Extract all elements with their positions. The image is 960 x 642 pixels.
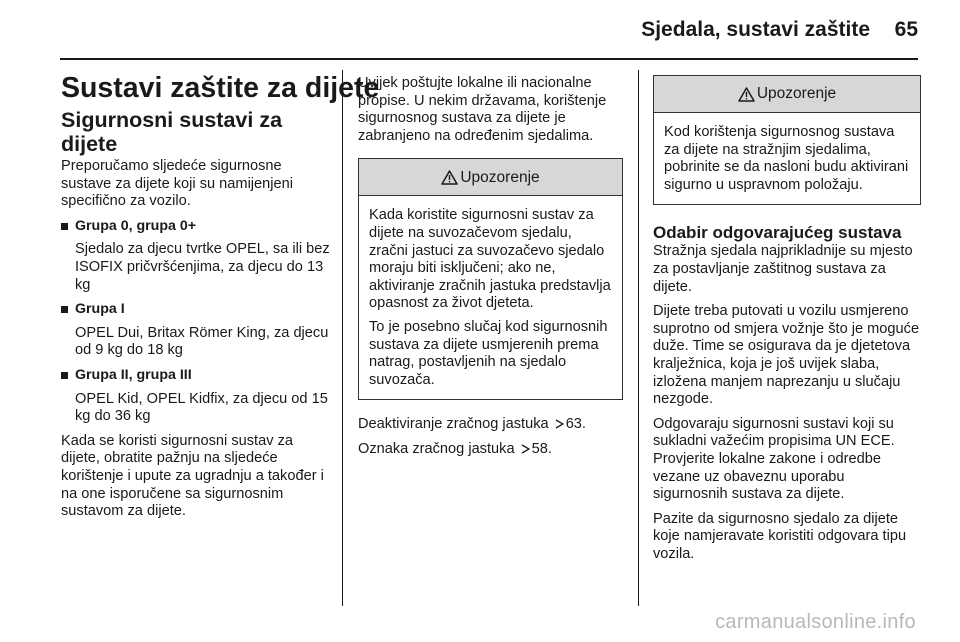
warning-header: [359, 159, 622, 196]
column-2: [358, 75, 623, 466]
body-paragraph: Odgovaraju sigurnosni sustavi koji su sukladni važećim propisima UN ECE. Provjerite lokalne zakone i odredbe vezane uz obaveznu uporabu sigurnosnih sustava za dijete.: [653, 415, 895, 503]
header-rule: [60, 58, 918, 60]
list-item-title: Grupa I: [75, 301, 125, 318]
reference-page[interactable]: 58.: [531, 440, 552, 457]
regulations-paragraph: Uvijek poštujte lokalne ili nacionalne propise. U nekim državama, korištenje sigurnosnog sustava za dijete je zabranjeno na određenim sjedalima.: [358, 75, 607, 144]
page-number: 65: [894, 18, 918, 41]
list-item-text: OPEL Kid, OPEL Kidfix, za djecu od 15 kg do 36 kg: [75, 390, 328, 425]
list-item-text: Sjedalo za djecu tvrtke OPEL, sa ili bez ISOFIX pričvršćenjima, za djecu do 13 kg: [75, 241, 330, 293]
list-item-text: OPEL Dui, Britax Römer King, za djecu od 9 kg do 18 kg: [75, 324, 329, 359]
body-paragraph: Pazite da sigurnosno sjedalo za dijete koje namjeravate koristiti odgovara tipu vozila.: [653, 510, 907, 562]
list-item: [61, 367, 331, 426]
column-divider-1: [342, 70, 343, 606]
warning-text: Kada koristite sigurnosni sustav za dijete na suvozačevom sjedalu, zračni jastuci za suvozačevo sjedalo moraju biti isključeni; ako ne, aktiviranje zračnih jastuka predstavlja opasnost za život djeteta.: [369, 207, 611, 312]
subsection-heading: Odabir odgovarajućeg sustava: [653, 223, 902, 243]
intro-paragraph: Preporučamo sljedeće sigurnosne sustave za dijete koji su namijenjeni specifično za vozilo.: [61, 158, 294, 210]
page-header: [0, 0, 960, 64]
column-3: [653, 75, 921, 570]
warning-triangle-icon: [441, 170, 458, 185]
reference-text: Deaktiviranje zračnog jastuka: [358, 416, 549, 433]
bullet-square-icon: [61, 372, 68, 379]
reference-text: Oznaka zračnog jastuka: [358, 440, 515, 457]
column-1: [61, 72, 380, 528]
running-title: Sjedala, sustavi zaštite: [641, 18, 870, 41]
bullet-square-icon: [61, 223, 68, 230]
warning-title: Upozorenje: [756, 85, 837, 103]
warning-box: [653, 75, 921, 205]
warning-title: Upozorenje: [460, 168, 540, 186]
warning-header: [654, 76, 920, 113]
list-item-title: Grupa 0, grupa 0+: [75, 217, 197, 234]
section-heading: Sustavi zaštite za dijete: [61, 72, 380, 104]
subsection-heading: Sigurnosni sustavi za dijete: [61, 108, 283, 156]
warning-text: To je posebno slučaj kod sigurnosnih sustava za dijete usmjerenih prema natrag, postavljenih na sjedalo suvozača.: [369, 318, 608, 388]
column-divider-2: [638, 70, 639, 606]
list-item: [61, 301, 331, 360]
warning-triangle-icon: [738, 87, 755, 102]
warning-text: Kod korištenja sigurnosnog sustava za dijete na stražnjim sjedalima, pobrinite se da nasloni budu aktivirani sigurno u uspravnom položaju.: [664, 124, 909, 193]
bullet-square-icon: [61, 306, 68, 313]
closing-paragraph: Kada se koristi sigurnosni sustav za dijete, obratite pažnju na sljedeće korištenje i upute za ugradnju a također i na one isporučene sa sigurnosnim sustavom za dijete.: [61, 432, 324, 520]
list-item: [61, 218, 331, 294]
warning-box: [358, 158, 623, 400]
warning-body: [654, 113, 920, 204]
page-reference-arrow-icon: [521, 444, 530, 454]
watermark: carmanualsonline.info: [715, 611, 916, 633]
cross-reference: [358, 416, 623, 434]
body-paragraph: Dijete treba putovati u vozilu usmjereno suprotno od smjera vožnje što je moguće duže. Time se osigurava da je djetetova kralježnica, koja je još uvijek slaba, izložena manjem naprezanju u slučaju nezgode.: [653, 303, 920, 408]
list-item-title: Grupa II, grupa III: [75, 366, 192, 383]
body-paragraph: Stražnja sjedala najprikladnije su mjesto za postavljanje zaštitnog sustava za dijete.: [653, 243, 913, 295]
page-reference-arrow-icon: [555, 419, 564, 429]
cross-reference: [358, 441, 623, 459]
reference-page[interactable]: 63.: [565, 416, 586, 433]
warning-body: [359, 196, 622, 399]
